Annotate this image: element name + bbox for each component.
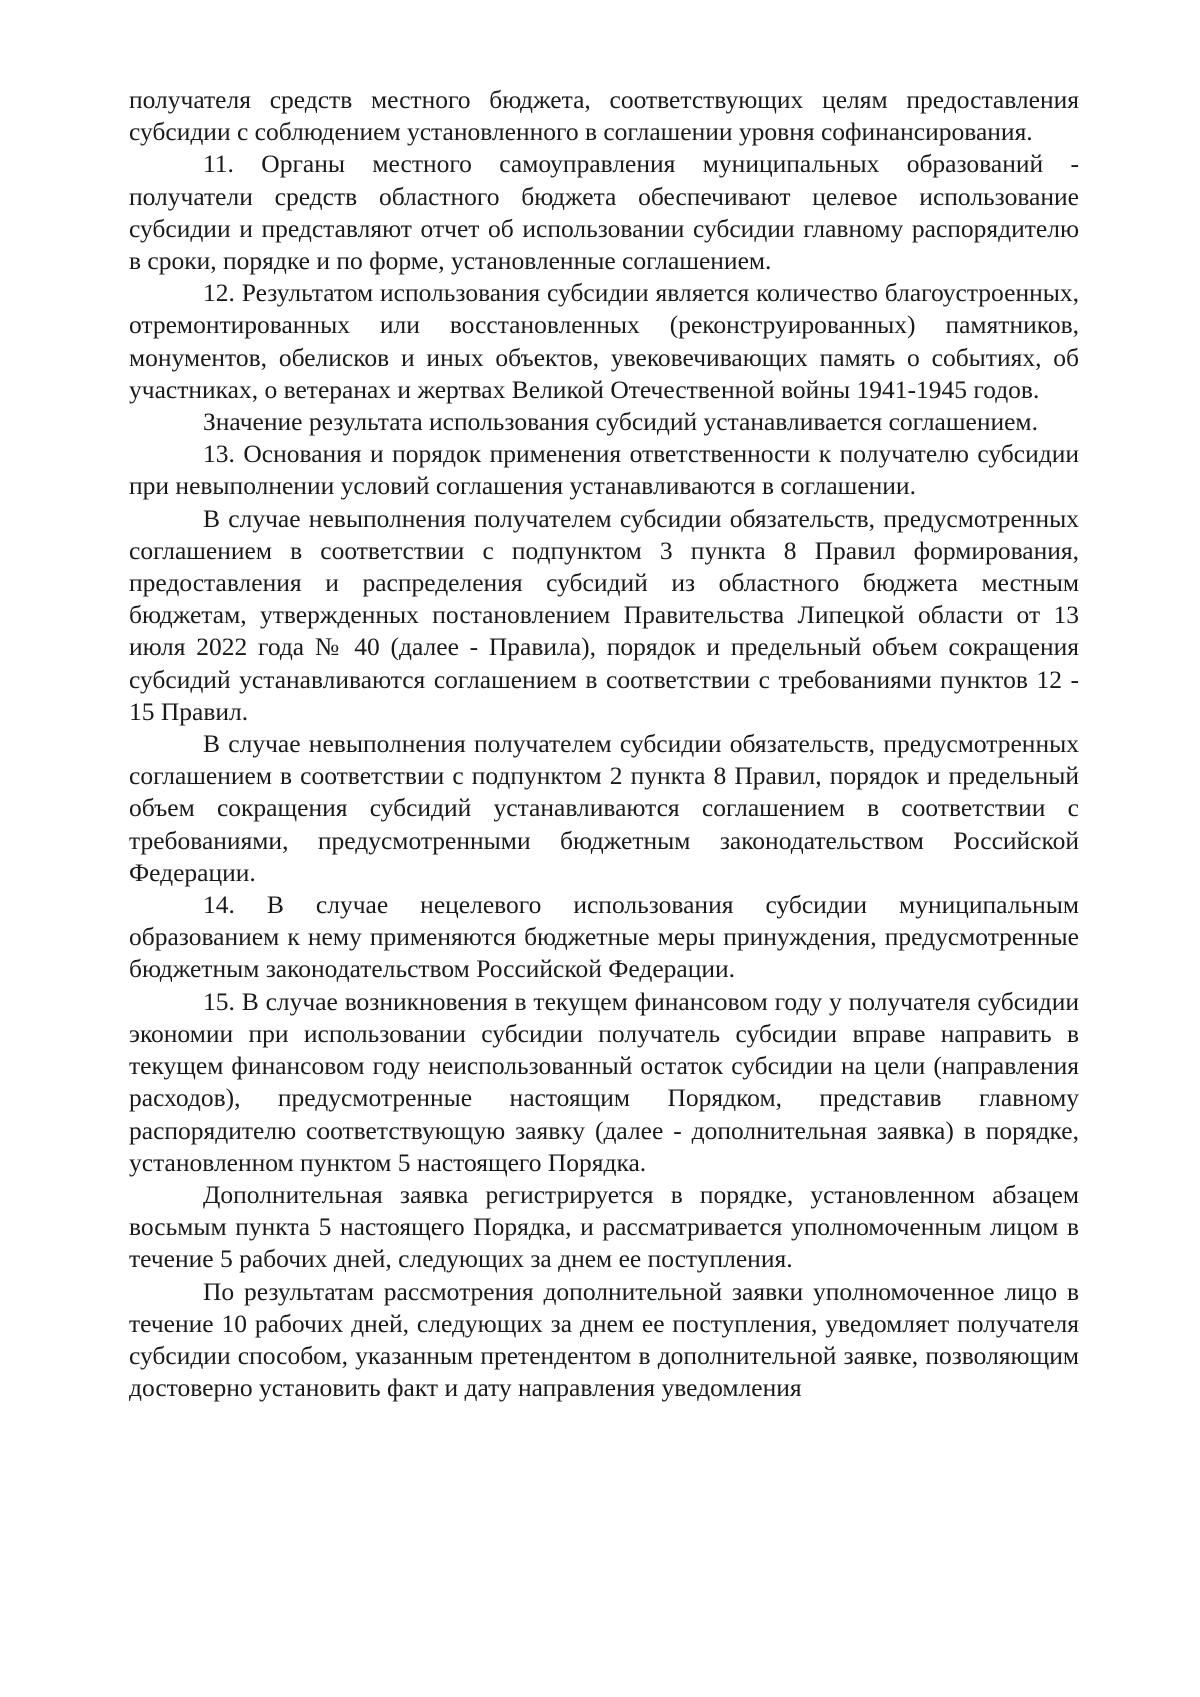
paragraph-item-13-case-2: В случае невыполнения получателем субсидии обязательств, предусмотренных соглашением в соответствии с подпунктом 2 пункта 8 Правил, порядок и предельный объем сокращения субсидий устанавливаются соглашением в соответствии с требованиями, предусмотренными бюджетным законодательством Российской Федерации. [129, 729, 1079, 887]
paragraph-item-11: 11. Органы местного самоуправления муниципальных образований - получатели средств областного бюджета обеспечивают целевое использование субсидии и представляют отчет об использовании субсидии главному распорядителю в сроки, порядке и по форме, установленные соглашением. [129, 149, 1079, 276]
document-body [129, 84, 1079, 1404]
paragraph-item-13: 13. Основания и порядок применения ответственности к получателю субсидии при невыполнении условий соглашения устанавливаются в соглашении. [129, 439, 1079, 501]
paragraph-item-12: 12. Результатом использования субсидии является количество благоустроенных, отремонтированных или восстановленных (реконструированных) памятников, монументов, обелисков и иных объектов, увековечивающих память о событиях, об участниках, о ветеранах и жертвах Великой Отечественной войны 1941-1945 годов. [129, 278, 1079, 404]
paragraph-item-14: 14. В случае нецелевого использования субсидии муниципальным образованием к нему применяются бюджетные меры принуждения, предусмотренные бюджетным законодательством Российской Федерации. [129, 890, 1079, 984]
paragraph-additional-request: Дополнительная заявка регистрируется в порядке, установленном абзацем восьмым пункта 5 настоящего Порядка, и рассматривается уполномоченным лицом в течение 5 рабочих дней, следующих за днем ее поступления. [129, 1179, 1079, 1274]
paragraph-result-value: Значение результата использования субсидий устанавливается соглашением. [203, 407, 1038, 437]
paragraph-item-13-case-1: В случае невыполнения получателем субсидии обязательств, предусмотренных соглашением в соответствии с подпунктом 3 пункта 8 Правил формирования, предоставления и распределения субсидий из областного бюджета местным бюджетам, утвержденных постановлением Правительства Липецкой области от 13 июля 2022 года № 40 (далее - Правила), порядок и предельный объем сокращения субсидий устанавливаются соглашением в соответствии с требованиями пунктов 12 - 15 Правил. [129, 503, 1079, 726]
paragraph-continuation: получателя средств местного бюджета, соответствующих целям предоставления субсидии с соблюдением установленного в соглашении уровня софинансирования. [129, 85, 1079, 147]
paragraph-review-results: По результатам рассмотрения дополнительной заявки уполномоченное лицо в течение 10 рабочих дней, следующих за днем ее поступления, уведомляет получателя субсидии способом, указанным претендентом в дополнительной заявке, позволяющим достоверно установить факт и дату направления уведомления [129, 1276, 1079, 1403]
paragraph-item-15: 15. В случае возникновения в текущем финансовом году у получателя субсидии экономии при использовании субсидии получатель субсидии вправе направить в текущем финансовом году неиспользованный остаток субсидии на цели (направления расходов), предусмотренные настоящим Порядком, представив главному распорядителю соответствующую заявку (далее - дополнительная заявка) в порядке, установленном пунктом 5 настоящего Порядка. [129, 986, 1079, 1177]
